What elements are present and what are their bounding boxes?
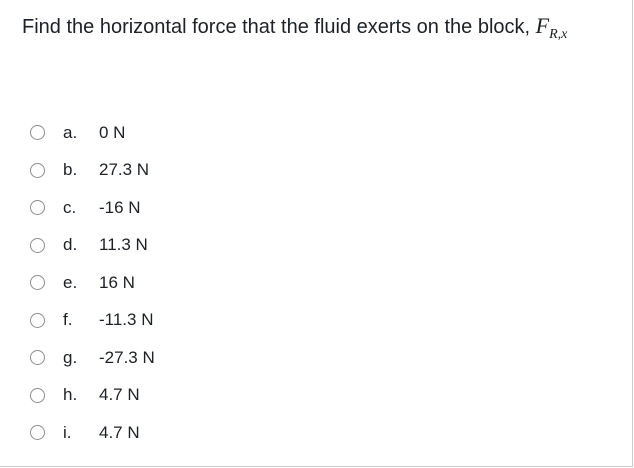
radio-button-f[interactable] (30, 313, 45, 328)
radio-button-e[interactable] (30, 275, 45, 290)
option-letter-e: e. (63, 272, 78, 292)
answer-option-c[interactable] (30, 189, 155, 227)
option-value-b: 27.3 N (99, 160, 150, 180)
option-letter-b: b. (63, 160, 78, 180)
radio-button-g[interactable] (30, 350, 45, 365)
option-letter-a: a. (63, 122, 78, 142)
option-value-f: -11.3 N (99, 310, 154, 330)
answer-option-e[interactable] (30, 264, 155, 302)
answer-option-f[interactable] (30, 302, 155, 340)
option-letter-c: c. (63, 197, 77, 217)
answer-option-b[interactable] (30, 152, 155, 190)
answer-option-i[interactable] (30, 414, 155, 452)
question-text-line (22, 13, 567, 40)
radio-button-d[interactable] (30, 238, 45, 253)
option-letter-f: f. (63, 310, 73, 330)
answer-option-a[interactable] (30, 114, 155, 152)
force-symbol-base: F (535, 13, 550, 38)
force-symbol (535, 13, 568, 42)
radio-button-c[interactable] (30, 200, 45, 215)
answer-option-g[interactable] (30, 339, 155, 377)
answer-option-h[interactable] (30, 377, 155, 415)
option-letter-i: i. (63, 422, 72, 442)
option-value-c: -16 N (99, 197, 141, 217)
radio-button-b[interactable] (30, 163, 45, 178)
question-text: Find the horizontal force that the fluid exerts on the block, (22, 16, 531, 38)
option-letter-d: d. (63, 235, 78, 255)
option-value-h: 4.7 N (99, 385, 140, 405)
option-value-d: 11.3 N (99, 235, 148, 255)
option-letter-g: g. (63, 347, 78, 367)
radio-button-i[interactable] (30, 425, 45, 440)
option-letter-h: h. (63, 385, 78, 405)
answer-option-d[interactable] (30, 227, 155, 265)
option-value-a: 0 N (99, 122, 126, 142)
radio-button-a[interactable] (30, 125, 45, 140)
option-value-g: -27.3 N (99, 347, 155, 367)
answer-options-list (30, 114, 155, 452)
option-value-i: 4.7 N (99, 422, 140, 442)
radio-button-h[interactable] (30, 388, 45, 403)
force-symbol-subscript: R,x (549, 27, 568, 42)
option-value-e: 16 N (99, 272, 135, 292)
